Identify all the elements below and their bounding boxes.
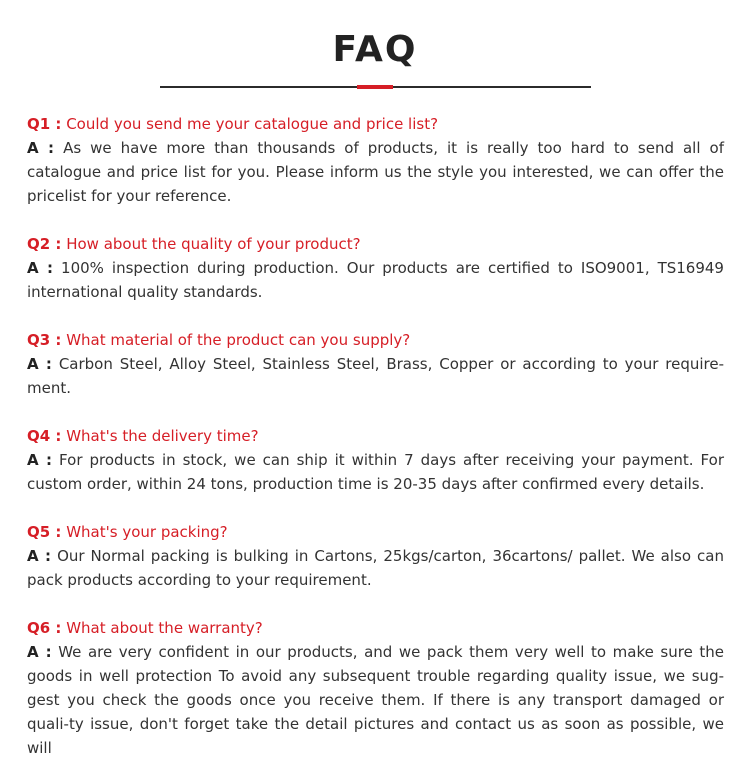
- faq-answer: [27, 544, 724, 592]
- answer-label: A :: [27, 139, 55, 157]
- question-text: Could you send me your catalogue and price list?: [66, 115, 439, 133]
- answer-label: A :: [27, 451, 53, 469]
- faq-item-3: [27, 328, 724, 400]
- faq-item-1: [27, 112, 724, 208]
- question-label: Q5 :: [27, 523, 62, 541]
- answer-label: A :: [27, 355, 52, 373]
- question-label: Q4 :: [27, 427, 62, 445]
- question-text: What's the delivery time?: [66, 427, 259, 445]
- answer-text: We are very confident in our products, and we pack them very well to make sure the goods in well protection To avoid any subsequent trouble regarding quality issue, we sug-gest you check the goods once you receive them. If there is any transport damaged or quali-ty issue, don't forget take the detail pictures and contact us as soon as possible, we will: [27, 643, 724, 757]
- faq-item-4: [27, 424, 724, 496]
- faq-header: [0, 0, 750, 96]
- answer-text: For products in stock, we can ship it within 7 days after receiving your payment. For custom order, within 24 tons, production time is 20-35 days after confirmed every details.: [27, 451, 724, 493]
- answer-text: Our Normal packing is bulking in Cartons, 25kgs/carton, 36cartons/ pallet. We also can pack products according to your requirement.: [27, 547, 724, 589]
- question-label: Q2 :: [27, 235, 62, 253]
- faq-item-2: [27, 232, 724, 304]
- question-label: Q6 :: [27, 619, 62, 637]
- question-text: How about the quality of your product?: [66, 235, 361, 253]
- faq-question: [27, 616, 724, 640]
- faq-list: [27, 112, 724, 784]
- answer-text: Carbon Steel, Alloy Steel, Stainless Steel, Brass, Copper or according to your require-ment.: [27, 355, 725, 397]
- answer-label: A :: [27, 259, 54, 277]
- faq-question: [27, 112, 724, 136]
- faq-answer: [27, 136, 724, 208]
- answer-label: A :: [27, 547, 52, 565]
- faq-answer: [27, 256, 724, 304]
- faq-item-5: [27, 520, 724, 592]
- faq-question: [27, 424, 724, 448]
- faq-item-6: [27, 616, 724, 760]
- faq-answer: [27, 640, 724, 760]
- question-label: Q3 :: [27, 331, 62, 349]
- faq-answer: [27, 352, 724, 400]
- question-text: What material of the product can you supply?: [66, 331, 411, 349]
- answer-text: As we have more than thousands of products, it is really too hard to send all of catalogue and price list for you. Please inform us the style you interested, we can offer the pricelist for your reference.: [27, 139, 724, 205]
- question-text: What about the warranty?: [66, 619, 263, 637]
- answer-label: A :: [27, 643, 52, 661]
- faq-question: [27, 328, 724, 352]
- faq-answer: [27, 448, 724, 496]
- page-title: FAQ: [332, 29, 418, 70]
- answer-text: 100% inspection during production. Our products are certified to ISO9001, TS16949 international quality standards.: [27, 259, 724, 301]
- title-accent-bar: [357, 85, 393, 89]
- question-label: Q1 :: [27, 115, 62, 133]
- question-text: What's your packing?: [66, 523, 228, 541]
- faq-question: [27, 520, 724, 544]
- faq-question: [27, 232, 724, 256]
